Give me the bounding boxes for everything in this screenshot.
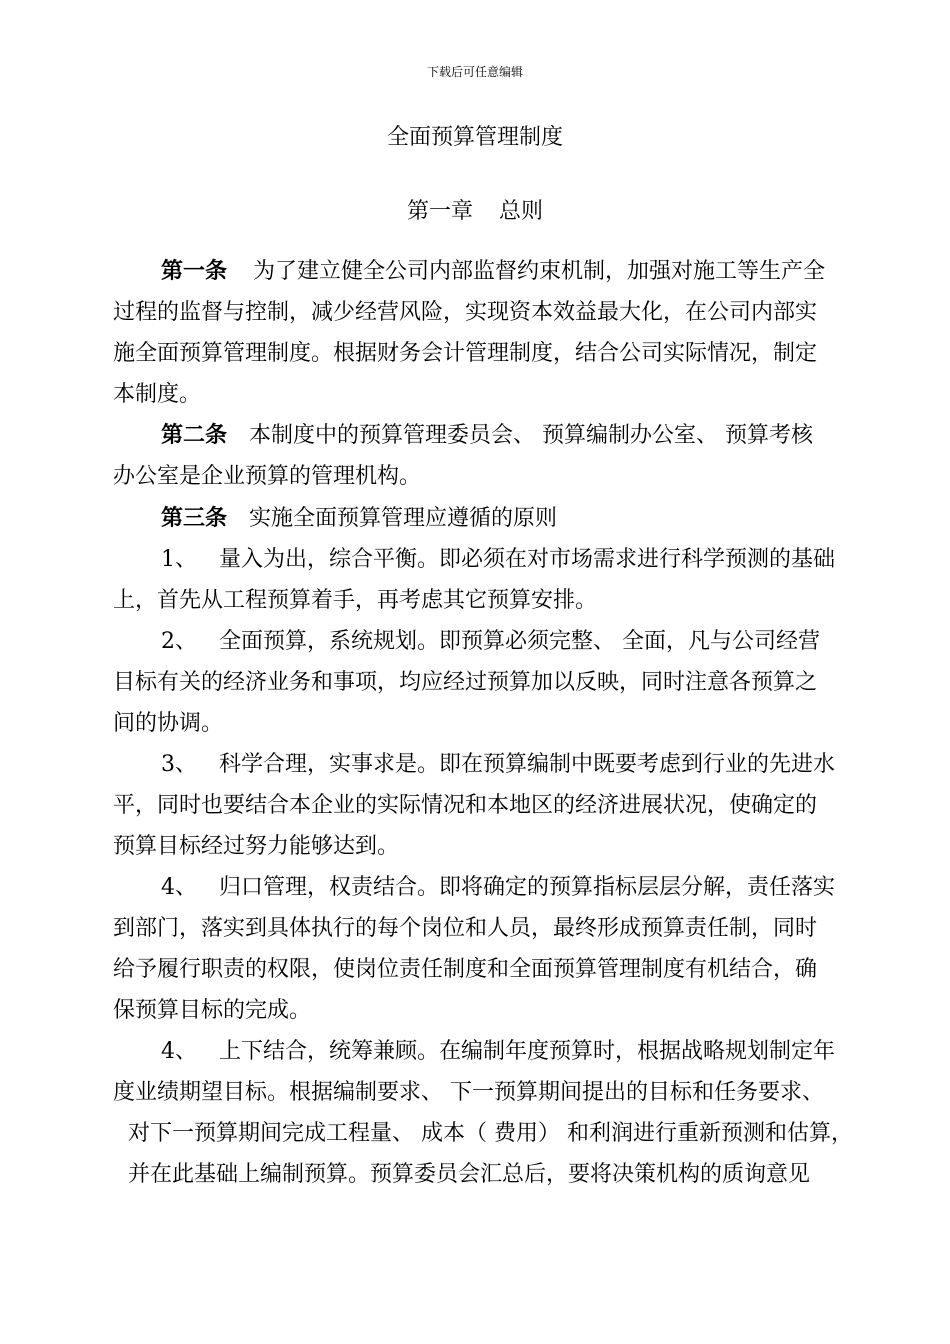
article-1-line: 过程的监督与控制，减少经营风险，实现资本效益最大化，在公司内部实 [113,300,818,325]
principle-3-line: 平，同时也要结合本企业的实际情况和本地区的经济进展状况，使确定的 [113,793,818,818]
article-2-line [161,422,813,450]
article-1-label: 第一条 [161,259,228,284]
article-3-text: 实施全面预算管理应遵循的原则 [249,506,558,531]
principle-1-line [161,546,835,574]
principle-2-line [161,628,820,656]
principle-4-number: 4、 [161,875,197,900]
principle-4-line: 到部门，落实到具体执行的每个岗位和人员，最终形成预算责任制，同时 [113,916,818,941]
article-2-line: 办公室是企业预算的管理机构。 [113,464,422,489]
principle-5-line: 对下一预算期间完成工程量、 成本（ 费用） 和利润进行重新预测和估算， [128,1121,853,1146]
header-note: 下载后可任意编辑 [426,65,523,79]
principle-4-text: 归口管理，权责结合。即将确定的预算指标层层分解，责任落实 [219,875,836,900]
principle-2-number: 2、 [161,629,197,654]
chapter-name: 总则 [499,199,544,224]
principle-1-line: 上，首先从工程预算着手，再考虑其它预算安排。 [113,588,598,613]
principle-5-number: 4、 [161,1039,197,1064]
document-title: 全面预算管理制度 [386,125,563,150]
principle-4-line: 给予履行职责的权限，使岗位责任制度和全面预算管理制度有机结合，确 [113,957,818,982]
principle-3-text: 科学合理，实事求是。即在预算编制中既要考虑到行业的先进水 [219,752,836,777]
article-3-label: 第三条 [161,506,228,531]
principle-5-line: 度业绩期望目标。根据编制要求、 下一预算期间提出的目标和任务要求、 [113,1080,824,1105]
principle-2-line: 目标有关的经济业务和事项，均应经过预算加以反映，同时注意各预算之 [113,670,818,695]
article-1-line [161,258,825,286]
principle-4-line [161,874,835,902]
principle-4-line: 保预算目标的完成。 [113,998,312,1023]
article-3-line [161,505,557,533]
article-2-label: 第二条 [161,423,228,448]
principle-3-line: 预算目标经过努力能够达到。 [113,834,400,859]
article-1-line: 本制度。 [113,382,202,407]
principle-1-text: 量入为出，综合平衡。即必须在对市场需求进行科学预测的基础 [219,547,836,572]
chapter-heading [0,198,950,226]
principle-1-number: 1、 [161,547,197,572]
article-1-line: 施全面预算管理制度。根据财务会计管理制度，结合公司实际情况，制定 [113,341,818,366]
principle-2-text: 全面预算，系统规划。即预算必须完整、 全面，凡与公司经营 [219,629,820,654]
principle-5-line [161,1038,835,1066]
principle-3-line [161,751,835,779]
principle-5-line: 并在此基础上编制预算。预算委员会汇总后，要将决策机构的质询意见 [128,1162,811,1187]
principle-2-line: 间的协调。 [113,711,224,736]
principle-3-number: 3、 [161,752,197,777]
article-1-text: 为了建立健全公司内部监督约束机制，加强对施工等生产全 [253,259,826,284]
article-2-text: 本制度中的预算管理委员会、 预算编制办公室、 预算考核 [249,423,814,448]
chapter-label: 第一章 [406,199,473,224]
principle-5-text: 上下结合，统筹兼顾。在编制年度预算时，根据战略规划制定年 [219,1039,836,1064]
